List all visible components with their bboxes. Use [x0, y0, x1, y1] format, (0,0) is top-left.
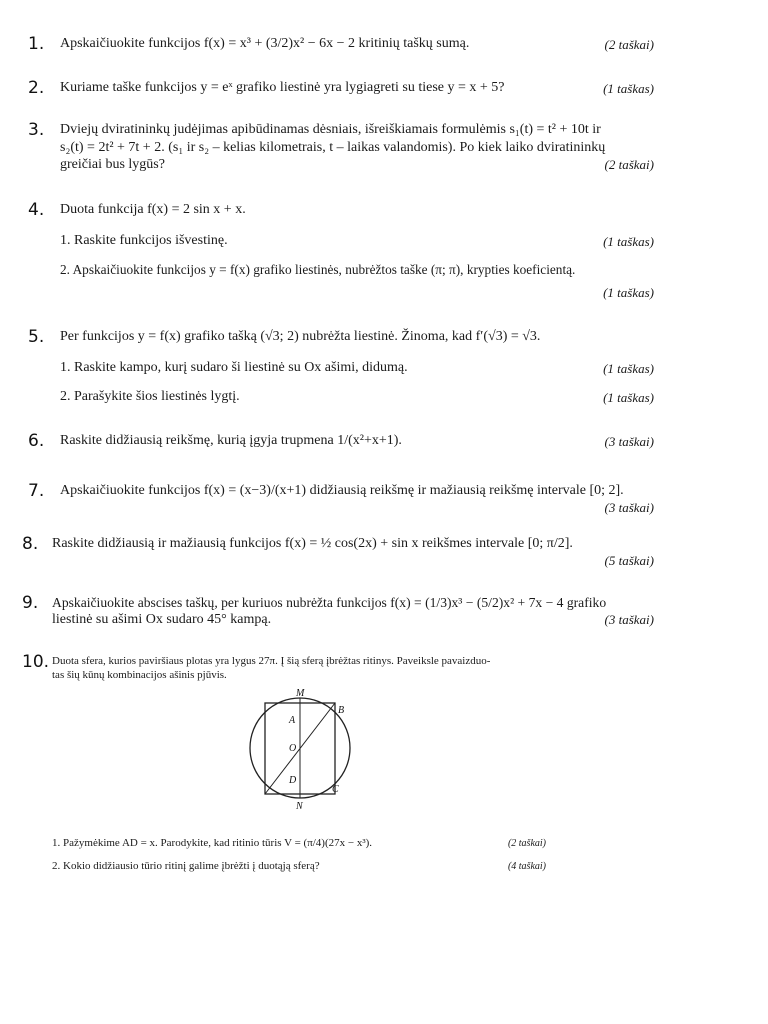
problem-7-number: 7. — [28, 481, 45, 501]
problem-5-sub-2-points: (1 taškas) — [603, 390, 654, 405]
problem-5-sub-1-points: (1 taškas) — [603, 361, 654, 376]
problem-6-number: 6. — [28, 431, 45, 451]
problem-1-text: Apskaičiuokite funkcijos f(x) = x³ + (3/2)x² − 6x − 2 kritinių taškų sumą. — [60, 36, 470, 51]
problem-6-points: (3 taškai) — [604, 434, 654, 449]
problem-1-points: (2 taškai) — [604, 37, 654, 52]
problem-4-number: 4. — [28, 200, 45, 220]
problem-10-line-1: Duota sfera, kurios paviršiaus plotas yra lygus 27π. Į šią sferą įbrėžtas ritinys. Paveiksle pavaizduo- — [52, 655, 491, 667]
problem-5-sub-2: 2. Parašykite šios liestinės lygtį. — [60, 389, 240, 404]
problem-6-text: Raskite didžiausią reikšmę, kurią įgyja trupmena 1/(x²+x+1). — [60, 433, 402, 448]
problem-3-number: 3. — [28, 120, 45, 140]
sphere-cylinder-figure — [235, 685, 375, 815]
label-a: A — [289, 715, 296, 726]
problem-5-number: 5. — [28, 327, 45, 347]
label-m: M — [296, 688, 305, 699]
problem-2-points: (1 taškas) — [603, 81, 654, 96]
problem-4-sub-1-points: (1 taškas) — [603, 234, 654, 249]
problem-8-text: Raskite didžiausią ir mažiausią funkcijos f(x) = ½ cos(2x) + sin x reikšmes intervale [0; π/2]. — [52, 536, 573, 551]
problem-10-number: 10. — [22, 652, 50, 672]
problem-9-number: 9. — [22, 593, 39, 613]
problem-7-points: (3 taškai) — [604, 500, 654, 515]
problem-5-text: Per funkcijos y = f(x) grafiko tašką (√3; 2) nubrėžta liestinė. Žinoma, kad f′(√3) = √3. — [60, 329, 541, 344]
problem-4-sub-2: 2. Apskaičiuokite funkcijos y = f(x) grafiko liestinės, nubrėžtos taške (π; π), krypties koeficientą. — [60, 262, 576, 277]
problem-3-line-3: greičiai bus lygūs? — [60, 157, 165, 172]
problem-9-line-2: liestinė su ašimi Ox sudaro 45° kampą. — [52, 612, 272, 627]
label-d: D — [289, 775, 297, 786]
problem-4-text: Duota funkcija f(x) = 2 sin x + x. — [60, 202, 246, 217]
problem-4-sub-1: 1. Raskite funkcijos išvestinę. — [60, 233, 228, 248]
problem-10-line-2: tas šių kūnų kombinacijos ašinis pjūvis. — [52, 669, 227, 681]
label-n: N — [296, 801, 303, 812]
label-c: C — [332, 784, 339, 795]
label-o: O — [289, 743, 297, 754]
problem-2-text: Kuriame taške funkcijos y = eˣ grafiko liestinė yra lygiagreti su tiese y = x + 5? — [60, 80, 505, 95]
problem-3-line-2: s₂(t) = 2t² + 7t + 2. (s₁ ir s₂ – kelias kilometrais, t – laikas valandomis). Po kiek laiko dviratininkų — [60, 140, 606, 155]
problem-1-number: 1. — [28, 34, 45, 54]
problem-10-sub-2: 2. Kokio didžiausio tūrio ritinį galime įbrėžti į duotąją sferą? — [52, 860, 320, 872]
problem-4-sub-2-points: (1 taškas) — [603, 285, 654, 300]
problem-5-sub-1: 1. Raskite kampo, kurį sudaro ši liestinė su Ox ašimi, didumą. — [60, 360, 408, 375]
problem-3-line-1: Dviejų dviratininkų judėjimas apibūdinamas dėsniais, išreiškiamais formulėmis s₁(t) = t² + 10t ir — [60, 122, 601, 137]
problem-10-sub-2-points: (4 taškai) — [507, 861, 546, 872]
problem-3-points: (2 taškai) — [604, 157, 654, 172]
problem-10-sub-1: 1. Pažymėkime AD = x. Parodykite, kad ritinio tūris V = (π/4)(27x − x³). — [52, 837, 373, 849]
problem-9-line-1: Apskaičiuokite abscises taškų, per kuriuos nubrėžta funkcijos f(x) = (1/3)x³ − (5/2)x² + 7x − 4 grafiko — [52, 595, 607, 610]
problem-2-number: 2. — [28, 78, 45, 98]
problem-9-points: (3 taškai) — [604, 612, 654, 627]
problem-7-text: Apskaičiuokite funkcijos f(x) = (x−3)/(x+1) didžiausią reikšmę ir mažiausią reikšmę intervale [0; 2]. — [60, 483, 624, 498]
problem-8-points: (5 taškai) — [604, 553, 654, 568]
label-b: B — [338, 705, 345, 716]
problem-8-number: 8. — [22, 534, 39, 554]
problem-10-sub-1-points: (2 taškai) — [507, 838, 546, 849]
